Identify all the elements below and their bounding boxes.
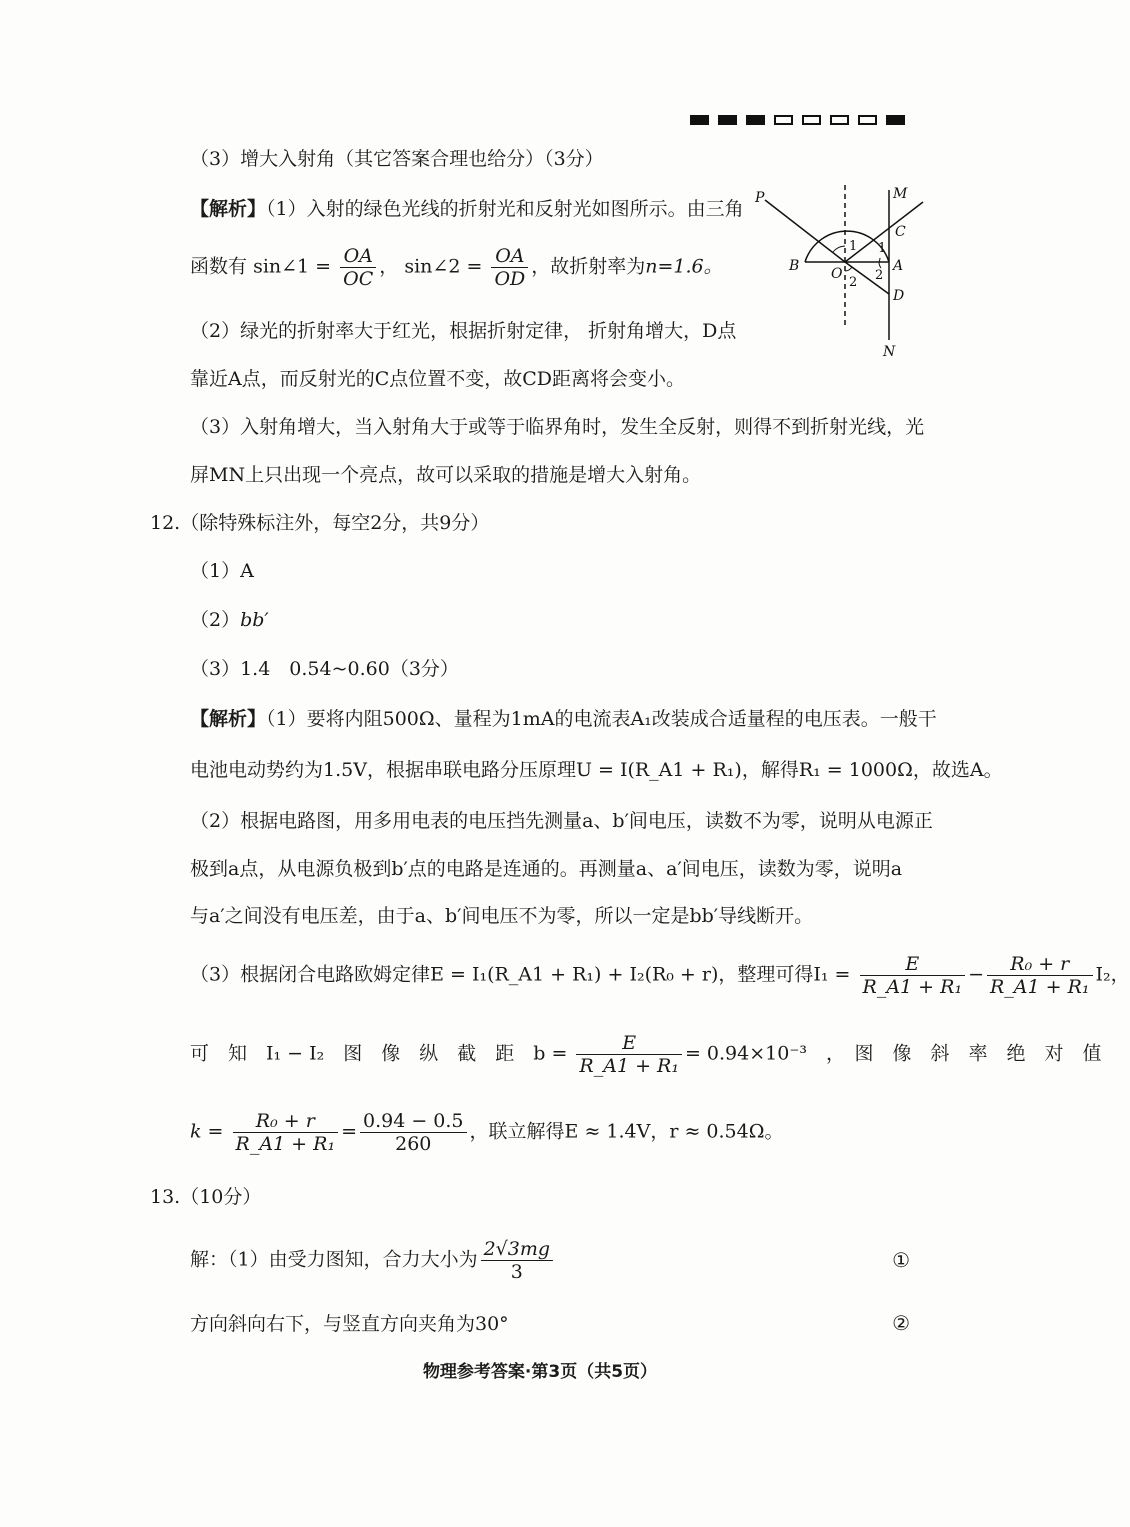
- den: OD: [494, 268, 526, 290]
- header-mark: [858, 115, 877, 125]
- fraction: [860, 953, 966, 998]
- q11-analysis-line6: 屏MN上只出现一个亮点，故可以采取的措施是增大入射角。: [190, 464, 702, 486]
- fraction: [233, 1110, 339, 1155]
- q11-part3-answer: （3）增大入射角（其它答案合理也给分）（3分）: [190, 148, 604, 170]
- label-a: A: [893, 258, 904, 274]
- num: OA: [491, 245, 528, 268]
- q11-analysis-line5: （3）入射角增大，当入射角大于或等于临界角时，发生全反射，则得不到折射光线，光: [190, 416, 925, 438]
- eq-mark-1: ①: [892, 1248, 910, 1272]
- den: 260: [395, 1133, 432, 1155]
- text: 解：（1）由受力图知，合力大小为: [190, 1248, 478, 1271]
- q11-analysis-line3: （2）绿光的折射率大于红光，根据折射定律， 折射角增大，D点: [190, 320, 737, 342]
- num: OA: [340, 245, 376, 268]
- den: OC: [343, 268, 374, 290]
- text: ，联立解得E ≈ 1.4V，r ≈ 0.54Ω。: [469, 1120, 784, 1143]
- text: （1）入射的绿色光线的折射光和反射光如图所示。由三角: [266, 198, 744, 220]
- q12-analysis-p3: （2）根据电路图，用多用电表的电压挡先测量a、b′间电压，读数不为零，说明从电源正: [190, 810, 933, 832]
- header-mark: [718, 115, 737, 125]
- equals: =: [341, 1120, 357, 1143]
- q12-analysis-p1: [190, 706, 937, 732]
- n-value: n=1.6。: [645, 255, 723, 278]
- label-b: B: [789, 258, 800, 274]
- num: 2√3mg: [481, 1238, 553, 1261]
- num: R₀ + r: [987, 953, 1093, 976]
- analysis-label: 【解析】: [190, 708, 267, 730]
- fraction: [360, 1110, 467, 1155]
- sin2-fraction: [491, 245, 528, 290]
- label-o: O: [831, 266, 843, 282]
- label-d: D: [893, 288, 905, 304]
- q12-analysis-p4: 极到a点，从电源负极到b′点的电路是连通的。再测量a、a′间电压，读数为零，说明a: [190, 858, 903, 880]
- q12-analysis-p5: 与a′之间没有电压差，由于a、b′间电压不为零，所以一定是bb′导线断开。: [190, 905, 814, 927]
- label-n: N: [883, 344, 896, 360]
- q12-analysis-p7: [190, 1032, 1101, 1077]
- semicircle: [805, 231, 889, 262]
- den: R_A1 + R₁: [862, 976, 963, 998]
- q13-line1: [190, 1238, 556, 1283]
- label-angle2: 2: [849, 275, 858, 290]
- q11-analysis-line4: 靠近A点，而反射光的C点位置不变，故CD距离将会变小。: [190, 368, 686, 390]
- den: R_A1 + R₁: [579, 1055, 679, 1077]
- num: E: [576, 1032, 682, 1055]
- q12-heading: 12.（除特殊标注外，每空2分，共9分）: [150, 512, 490, 534]
- header-marks: [690, 115, 905, 125]
- header-mark: [886, 115, 905, 125]
- fraction: [987, 953, 1093, 998]
- q13-line2: 方向斜向右下，与竖直方向夹角为30°: [190, 1313, 509, 1335]
- label-m: M: [893, 186, 908, 202]
- label-c: C: [895, 224, 906, 240]
- q12-analysis-p6: [190, 953, 1130, 998]
- text: k =: [190, 1120, 224, 1143]
- sin2-lhs: sin∠2 =: [404, 255, 483, 278]
- page-footer: 物理参考答案·第3页（共5页）: [422, 1362, 658, 1382]
- refraction-diagram: [755, 180, 935, 360]
- text: 函数有: [190, 255, 248, 278]
- num: 0.94 − 0.5: [360, 1110, 467, 1133]
- text: = 0.94×10⁻³ ， 图 像 斜 率 绝 对 值: [684, 1042, 1102, 1065]
- sin1-fraction: [340, 245, 376, 290]
- header-mark: [830, 115, 849, 125]
- incident-ray: [765, 200, 845, 262]
- den: 3: [510, 1261, 523, 1283]
- num: E: [860, 953, 966, 976]
- eq-mark-2: ②: [892, 1311, 910, 1335]
- den: R_A1 + R₁: [990, 976, 1090, 998]
- fraction: [576, 1032, 682, 1077]
- den: R_A1 + R₁: [235, 1133, 336, 1155]
- num: R₀ + r: [233, 1110, 339, 1133]
- minus: −: [968, 963, 984, 986]
- answer-value: bb′: [240, 609, 269, 631]
- label-angle1: 1: [849, 239, 858, 254]
- q12-answer2: [190, 607, 269, 633]
- fraction: [481, 1238, 553, 1283]
- comma: ，: [379, 255, 399, 278]
- q12-answer1: （1）A: [190, 560, 254, 582]
- q13-heading: 13.（10分）: [150, 1186, 262, 1208]
- label-angle1-reflect: 1: [878, 241, 887, 256]
- header-mark: [690, 115, 709, 125]
- label-p: P: [755, 190, 765, 206]
- header-mark: [774, 115, 793, 125]
- text: （3）根据闭合电路欧姆定律E = I₁(R_A1 + R₁) + I₂(R₀ + r)，整理可得I₁ =: [190, 963, 851, 986]
- header-mark: [746, 115, 765, 125]
- text: 可 知 I₁ − I₂ 图 像 纵 截 距 b =: [190, 1042, 568, 1065]
- q12-analysis-p2: 电池电动势约为1.5V，根据串联电路分压原理U = I(R_A1 + R₁)，解得R₁ = 1000Ω，故选A。: [190, 759, 1003, 781]
- q11-analysis-line2: [190, 245, 723, 290]
- text: I₂，: [1095, 963, 1130, 986]
- header-mark: [802, 115, 821, 125]
- angle-arc: [833, 246, 845, 252]
- q12-answer3: （3）1.4 0.54~0.60（3分）: [190, 658, 459, 680]
- angle-arc: [845, 267, 852, 271]
- q11-analysis-line1: [190, 196, 744, 222]
- analysis-label: 【解析】: [190, 198, 267, 220]
- label-angle2-refract: 2: [875, 268, 884, 283]
- q12-analysis-p8: [190, 1110, 783, 1155]
- sin1-lhs: sin∠1 =: [253, 255, 332, 278]
- text: ，故折射率为: [531, 255, 646, 278]
- text: （1）要将内阻500Ω、量程为1mA的电流表A₁改装成合适量程的电压表。一般干: [266, 708, 937, 730]
- text: （2）: [190, 609, 241, 631]
